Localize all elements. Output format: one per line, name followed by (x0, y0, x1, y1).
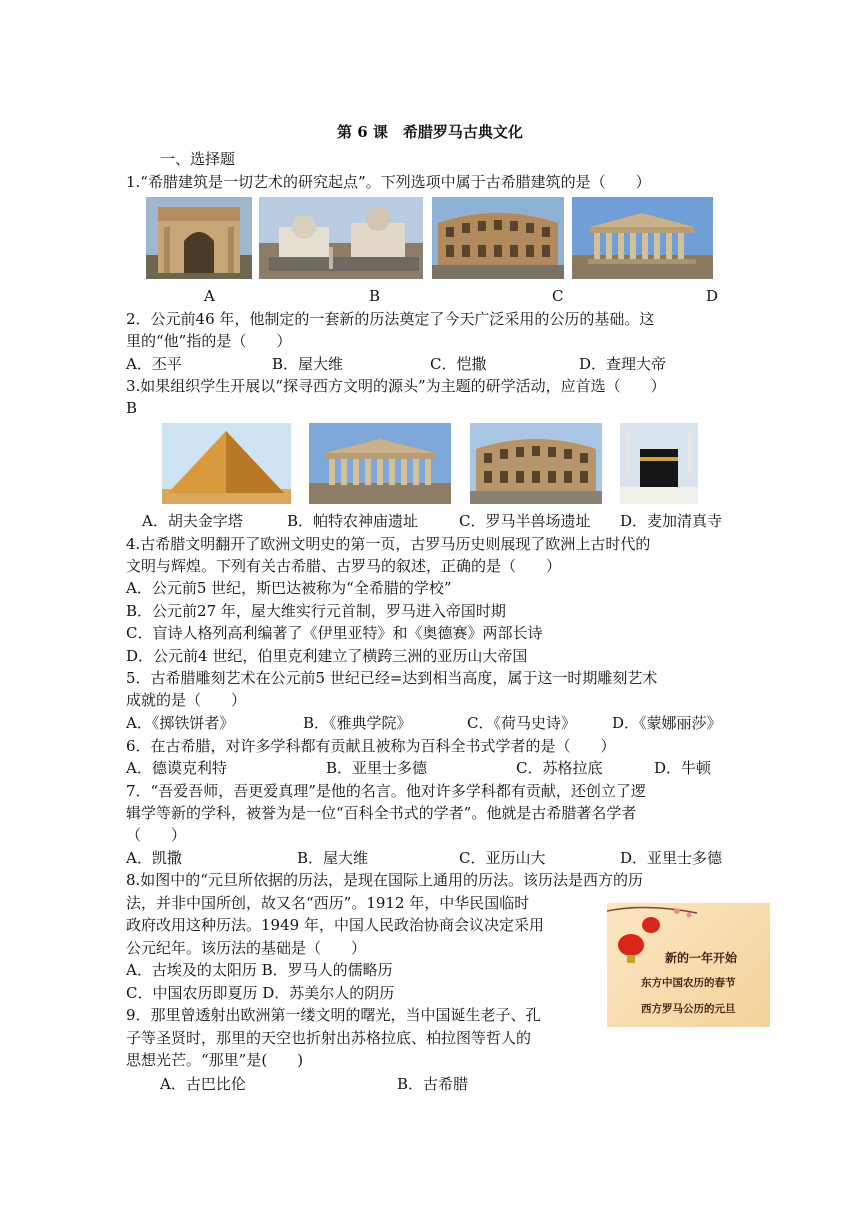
q2-option-a: A．丕平 (126, 355, 182, 373)
q4-option-d: D．公元前4 世纪，伯里克利建立了横跨三洲的亚历山大帝国 (126, 647, 528, 665)
q3-stem: 3.如果组织学生开展以“探寻西方文明的源头”为主题的研学活动，应首选（ ） (126, 377, 666, 395)
q1-stem: 1.“希腊建筑是一切艺术的研究起点”。下列选项中属于古希腊建筑的是（ ） (126, 173, 651, 191)
q2-option-d: D．查理大帝 (579, 355, 667, 373)
q7-stem-1: 7．“吾爱吾师，吾更爱真理”是他的名言。他对许多学科都有贡献，还创立了逻 (126, 782, 646, 800)
section-heading: 一、选择题 (160, 150, 236, 168)
q4-stem-1: 4.古希腊文明翻开了欧洲文明史的第一页，古罗马历史则展现了欧洲上古时代的 (126, 535, 651, 553)
q7-option-d: D．亚里士多德 (620, 849, 723, 867)
q3-answer: B (126, 399, 138, 417)
q6-option-c: C．苏格拉底 (516, 759, 603, 777)
q5-option-b: B．《雅典学院》 (303, 714, 412, 732)
q5-option-d: D．《蒙娜丽莎》 (612, 714, 722, 732)
q7-stem-2: 辑学等新的学科，被誉为是一位“百科全书式的学者”。他就是古希腊著名学者 (126, 804, 637, 822)
image-caption-2: 东方中国农历的春节 (641, 977, 736, 989)
q5-stem-1: 5．古希腊雕刻艺术在公元前5 世纪已经=达到相当高度，属于这一时期雕刻艺术 (126, 669, 658, 687)
q3-option-a: A．胡夫金字塔 (142, 512, 243, 530)
q7-stem-3: （ ） (126, 826, 187, 844)
q7-option-b: B．屋大维 (297, 849, 369, 867)
q9-stem-1: 9．那里曾透射出欧洲第一缕文明的曙光，当中国诞生老子、孔 (126, 1006, 541, 1024)
new-year-image (607, 903, 770, 1027)
q6-option-b: B．亚里士多德 (326, 759, 428, 777)
image-caption-3: 西方罗马公历的元旦 (641, 1003, 736, 1015)
q2-option-c: C．恺撒 (430, 355, 487, 373)
q3-option-b: B．帕特农神庙遗址 (287, 512, 419, 530)
q1-label-b: B (369, 287, 381, 305)
colosseum-image (432, 197, 564, 279)
q8-stem-2: 法，并非中国所创，故又名“西历”。1912 年，中华民国临时 (126, 894, 530, 912)
page-title: 第 6 课 希腊罗马古典文化 (337, 123, 523, 141)
parthenon-image (572, 197, 713, 279)
q5-option-a: A．《掷铁饼者》 (126, 714, 235, 732)
q4-option-c: C．盲诗人格列高利编著了《伊里亚特》和《奥德赛》两部长诗 (126, 624, 543, 642)
q1-label-d: D (706, 287, 719, 305)
q7-option-a: A．凯撒 (126, 849, 182, 867)
q5-stem-2: 成就的是（ ） (126, 691, 247, 709)
q3-option-c: C．罗马半兽场遗址 (459, 512, 591, 530)
q1-label-a: A (204, 287, 215, 305)
q9-stem-3: 思想光芒。“那里”是( ) (126, 1051, 304, 1069)
q4-option-b: B．公元前27 年，屋大维实行元首制，罗马进入帝国时期 (126, 602, 506, 620)
q8-stem-1: 8.如图中的“元旦所依据的历法，是现在国际上通用的历法。该历法是西方的历 (126, 871, 643, 889)
q1-label-c: C (552, 287, 564, 305)
parthenon-ruins-image (309, 423, 451, 504)
q7-option-c: C．亚历山大 (459, 849, 546, 867)
mecca-mosque-image (620, 423, 698, 504)
q6-option-a: A．德谟克利特 (126, 759, 227, 777)
image-caption-1: 新的一年开始 (665, 951, 738, 965)
pyramid-image (162, 423, 291, 504)
q8-stem-3: 政府改用这种历法。1949 年，中国人民政治协商会议决定采用 (126, 916, 544, 934)
q8-stem-4: 公元纪年。该历法的基础是（ ） (126, 939, 367, 957)
arch-image (146, 197, 252, 279)
q6-stem: 6．在古希腊，对许多学科都有贡献且被称为百科全书式学者的是（ ） (126, 737, 616, 755)
q9-option-a: A．古巴比伦 (160, 1075, 246, 1093)
q9-stem-2: 子等圣贤时，那里的天空也折射出苏格拉底、柏拉图等哲人的 (126, 1029, 532, 1047)
q8-option-ab: A．古埃及的太阳历 B．罗马人的儒略历 (126, 961, 393, 979)
rome-forum-image (259, 197, 423, 279)
q8-option-cd: C．中国农历即夏历 D．苏美尔人的阴历 (126, 984, 395, 1002)
q4-stem-2: 文明与辉煌。下列有关古希腊、古罗马的叙述，正确的是（ ） (126, 557, 562, 575)
q4-option-a: A．公元前5 世纪，斯巴达被称为“全希腊的学校” (126, 579, 452, 597)
q3-option-d: D．麦加清真寺 (620, 512, 723, 530)
q2-stem-2: 里的“他”指的是（ ） (126, 332, 292, 350)
q6-option-d: D．牛顿 (654, 759, 712, 777)
colosseum-ruins-image (470, 423, 602, 504)
q2-stem-1: 2．公元前46 年，他制定的一套新的历法奠定了今天广泛采用的公历的基础。这 (126, 310, 655, 328)
q9-option-b: B．古希腊 (397, 1075, 469, 1093)
q5-option-c: C．《荷马史诗》 (467, 714, 576, 732)
q2-option-b: B．屋大维 (272, 355, 344, 373)
